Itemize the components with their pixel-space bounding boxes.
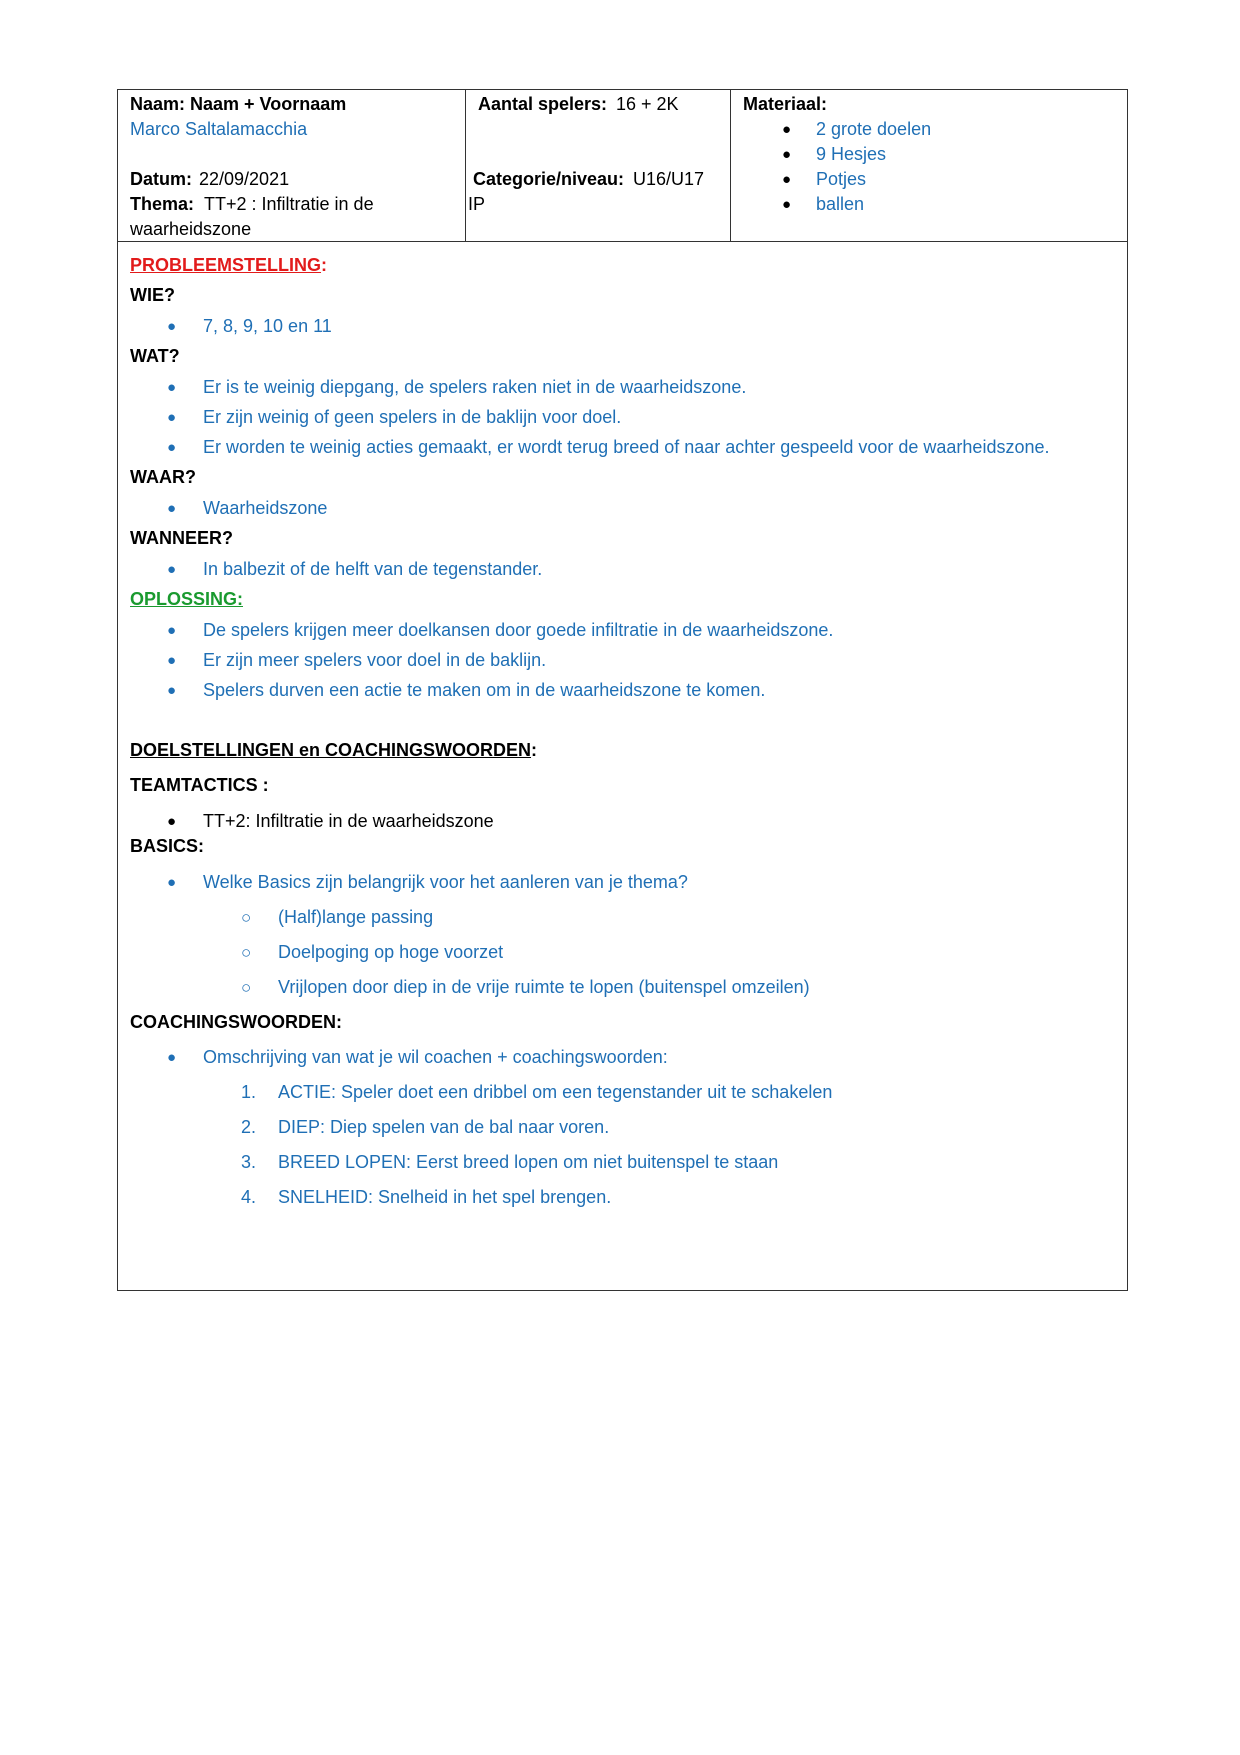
coaching-number: 2. — [241, 1117, 257, 1137]
bullet-icon: ● — [167, 379, 177, 396]
wanneer-item: In balbezit of de helft van de tegenstander. — [203, 559, 543, 579]
header-cell-name — [118, 90, 466, 241]
materiaal-item: Potjes — [816, 169, 867, 189]
thema-value: TT+2 : Infiltratie in de — [204, 194, 374, 214]
datum-label: Datum: — [130, 169, 192, 189]
coaching-number: 3. — [241, 1152, 257, 1172]
coaching-number: 1. — [241, 1082, 257, 1102]
header-cell-players — [466, 90, 731, 241]
bullet-icon: ● — [167, 652, 177, 669]
wanneer-label: WANNEER? — [130, 528, 233, 548]
probleem-colon: : — [321, 255, 328, 275]
basics-item: (Half)lange passing — [278, 907, 434, 927]
categorie-value-cont: IP — [468, 194, 486, 214]
bullet-icon: ● — [167, 500, 177, 517]
teamtactics-label: TEAMTACTICS : — [130, 775, 269, 795]
naam-value: Marco Saltalamacchia — [130, 119, 308, 139]
bullet-icon: ● — [782, 196, 792, 213]
coaching-item: BREED LOPEN: Eerst breed lopen om niet buitenspel te staan — [278, 1152, 779, 1172]
bullet-icon: ● — [167, 318, 177, 335]
datum-value: 22/09/2021 — [199, 169, 290, 189]
oplossing-item: De spelers krijgen meer doelkansen door goede infiltratie in de waarheidszone. — [203, 620, 834, 640]
basics-item: Vrijlopen door diep in de vrije ruimte te lopen (buitenspel omzeilen) — [278, 977, 810, 997]
basics-question: Welke Basics zijn belangrijk voor het aanleren van je thema? — [203, 872, 688, 892]
wie-label: WIE? — [130, 285, 175, 305]
bullet-icon: ● — [167, 622, 177, 639]
materiaal-label: Materiaal: — [743, 94, 828, 114]
spelers-value: 16 + 2K — [616, 94, 679, 114]
basics-item: Doelpoging op hoge voorzet — [278, 942, 504, 962]
oplossing-item: Er zijn meer spelers voor doel in de baklijn. — [203, 650, 547, 670]
doelstellingen-colon: : — [531, 740, 538, 760]
bullet-icon: ● — [167, 1049, 177, 1066]
wat-label: WAT? — [130, 346, 180, 366]
oplossing-item: Spelers durven een actie te maken om in de waarheidszone te komen. — [203, 680, 766, 700]
wie-item: 7, 8, 9, 10 en 11 — [203, 316, 332, 336]
circle-bullet-icon: ○ — [241, 908, 252, 927]
materiaal-item: 9 Hesjes — [816, 144, 887, 164]
circle-bullet-icon: ○ — [241, 943, 252, 962]
waar-label: WAAR? — [130, 467, 196, 487]
probleem-title: PROBLEEMSTELLING — [130, 255, 322, 275]
coaching-item: SNELHEID: Snelheid in het spel brengen. — [278, 1187, 612, 1207]
materiaal-item: ballen — [816, 194, 865, 214]
naam-label: Naam: Naam + Voornaam — [130, 94, 347, 114]
coaching-item: ACTIE: Speler doet een dribbel om een tegenstander uit te schakelen — [278, 1082, 833, 1102]
circle-bullet-icon: ○ — [241, 978, 252, 997]
bullet-icon: ● — [167, 439, 177, 456]
bullet-icon: ● — [782, 121, 792, 138]
thema-value-cont: waarheidszone — [130, 219, 252, 239]
header-cell-material — [731, 90, 1127, 241]
materiaal-item: 2 grote doelen — [816, 119, 932, 139]
doelstellingen-title: DOELSTELLINGEN en COACHINGSWOORDEN — [130, 740, 532, 760]
coaching-question: Omschrijving van wat je wil coachen + coachingswoorden: — [203, 1047, 668, 1067]
wat-item: Er worden te weinig acties gemaakt, er wordt terug breed of naar achter gespeeld voor de waarheidszone. — [203, 437, 1050, 457]
doelstellingen-heading — [130, 738, 537, 763]
spelers-label: Aantal spelers: — [478, 94, 608, 114]
bullet-icon: ● — [782, 171, 792, 188]
categorie-value: U16/U17 — [633, 169, 705, 189]
bullet-icon: ● — [167, 409, 177, 426]
waar-item: Waarheidszone — [203, 498, 328, 518]
bullet-icon: ● — [167, 813, 177, 830]
bullet-icon: ● — [167, 561, 177, 578]
coaching-label: COACHINGSWOORDEN: — [130, 1012, 342, 1032]
header-table — [118, 90, 1127, 242]
categorie-label: Categorie/niveau: — [473, 169, 625, 189]
wat-item: Er is te weinig diepgang, de spelers raken niet in de waarheidszone. — [203, 377, 747, 397]
coaching-item: DIEP: Diep spelen van de bal naar voren. — [278, 1117, 610, 1137]
oplossing-title: OPLOSSING: — [130, 589, 244, 609]
coaching-number: 4. — [241, 1187, 257, 1207]
lesson-form — [117, 89, 1128, 1291]
teamtactics-item: TT+2: Infiltratie in de waarheidszone — [203, 811, 494, 831]
probleem-heading — [130, 253, 327, 278]
bullet-icon: ● — [782, 146, 792, 163]
bullet-icon: ● — [167, 682, 177, 699]
bullet-icon: ● — [167, 874, 177, 891]
basics-label: BASICS: — [130, 836, 205, 856]
thema-label: Thema: — [130, 194, 195, 214]
wat-item: Er zijn weinig of geen spelers in de baklijn voor doel. — [203, 407, 622, 427]
